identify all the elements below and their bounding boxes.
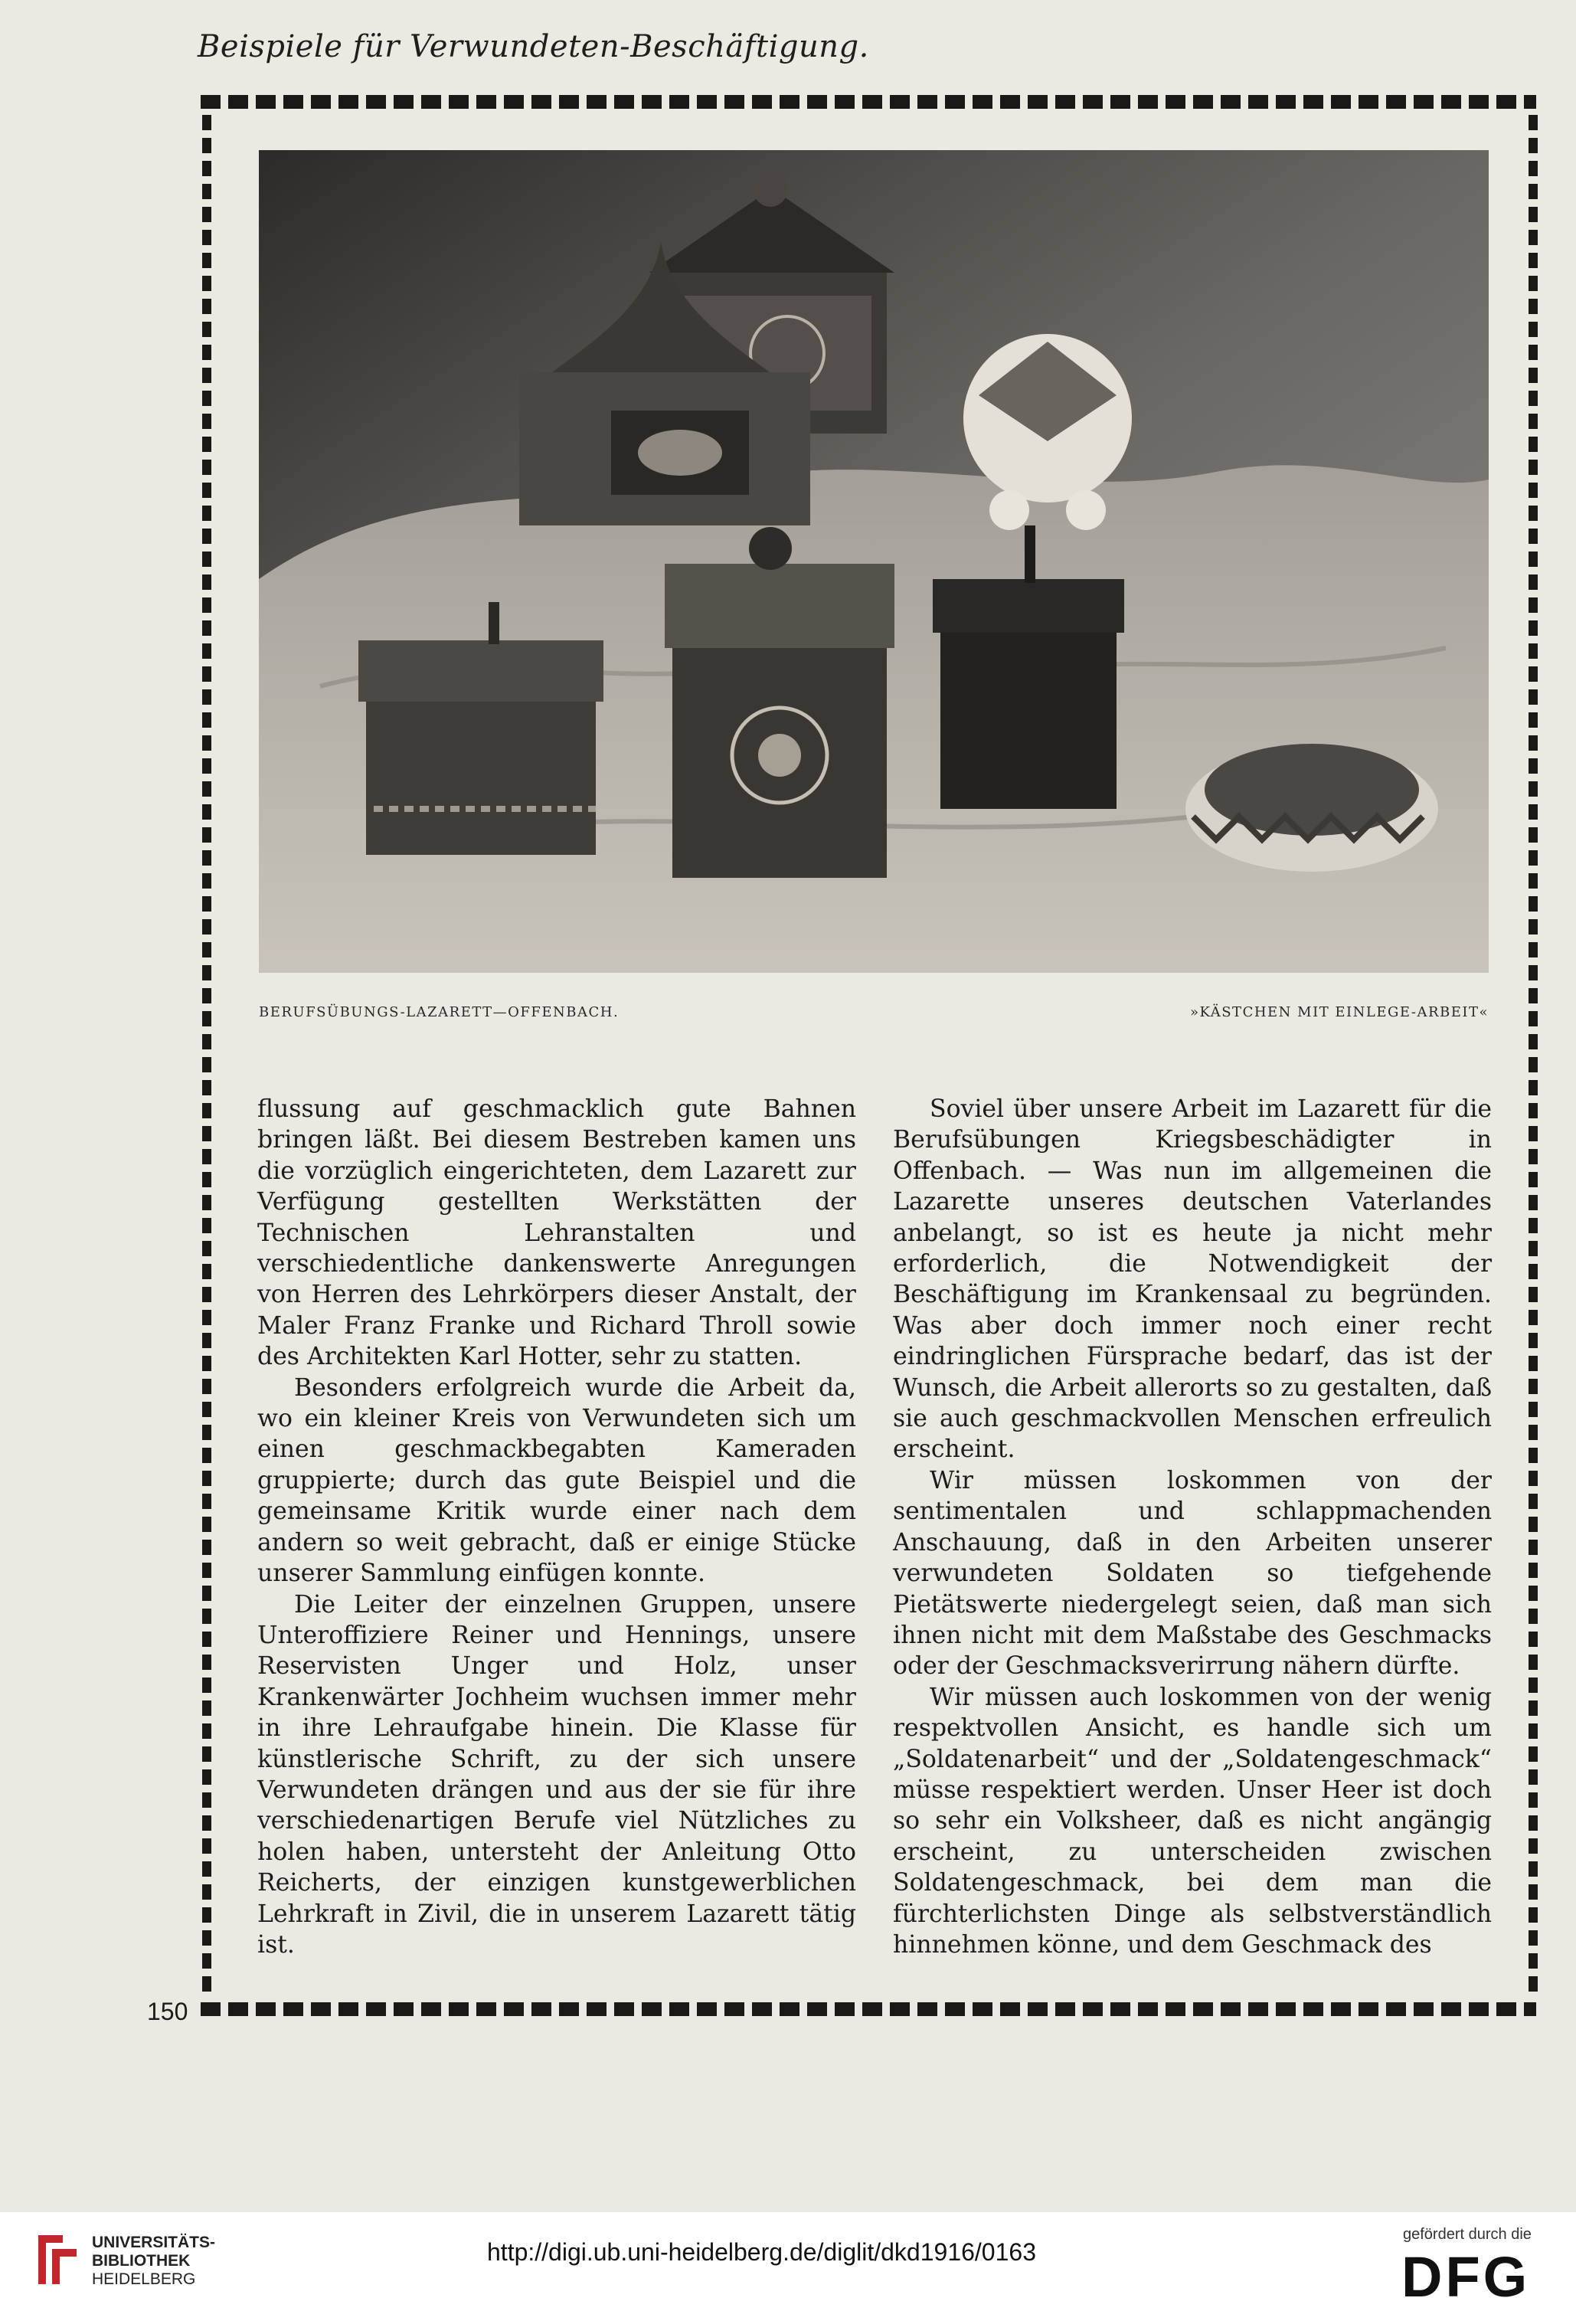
left-paragraph-2: Besonders erfolgreich wurde die Arbeit da, wo ein kleiner Kreis von Verwundeten sich um einen geschmackbegabten Kameraden gruppierte; durch das gute Beispiel und die gemeinsame Kritik wurde einer nach dem andern so weit gebracht, daß er einige Stücke unserer Sammlung einfügen konnte. xyxy=(257,1373,856,1588)
right-paragraph-1: Soviel über unsere Arbeit im Lazarett für die Berufsübungen Kriegsbeschädigter in Offenbach. — Was nun im allgemeinen die Lazarette unseres deutschen Vaterlandes anbelangt, so ist es heute ja nicht mehr erforderlich, die Notwendigkeit der Beschäftigung im Krankensaal zu begründen. Was aber doch immer noch einer recht eindringlichen Fürsprache bedarf, das ist der Wunsch, die Arbeit allerorts so zu gestalten, daß sie auch geschmackvollen Menschen erfreulich erscheint. xyxy=(893,1095,1492,1464)
running-head: Beispiele für Verwundeten-Beschäftigung. xyxy=(198,29,869,64)
frame-bottom-border xyxy=(201,2002,1536,2016)
photo-caption-left: BERUFSÜBUNGS-LAZARETT—OFFENBACH. xyxy=(259,1004,620,1020)
library-name xyxy=(92,2234,215,2289)
library-line-3: HEIDELBERG xyxy=(92,2270,196,2288)
frame-right-border xyxy=(1529,115,1538,1992)
university-library-logo-icon xyxy=(32,2227,81,2292)
frame-left-border xyxy=(202,115,211,1992)
right-text-column xyxy=(893,1094,1492,1960)
left-paragraph-1: flussung auf geschmacklich gute Bahnen bringen läßt. Bei diesem Bestreben kamen uns die vorzüglich eingerichteten, dem Lazarett zur Verfügung gestellten Werkstätten der Technischen Lehranstalten und verschiedentliche dankenswerte Anregungen von Herren des Lehrkörpers dieser Anstalt, der Maler Franz Franke und Richard Throll sowie des Architekten Karl Hotter, sehr zu statten. xyxy=(257,1095,856,1371)
page-number: 150 xyxy=(147,1998,188,2025)
left-text-column xyxy=(257,1094,856,1960)
dfg-logo: DFG xyxy=(1401,2245,1531,2309)
photo-illustration xyxy=(259,150,1489,973)
library-line-1: UNIVERSITÄTS- xyxy=(92,2234,216,2251)
photograph-boxes xyxy=(259,150,1489,973)
frame-top-border xyxy=(201,95,1536,109)
source-url-link[interactable]: http://digi.ub.uni-heidelberg.de/diglit/dkd1916/0163 xyxy=(487,2238,1036,2266)
photo-caption-right: »KÄSTCHEN MIT EINLEGE-ARBEIT« xyxy=(1190,1004,1489,1020)
digitization-footer xyxy=(0,2212,1576,2324)
center-box-with-rosette xyxy=(665,527,894,878)
right-paragraph-3: Wir müssen auch loskommen von der wenig respektvollen Ansicht, es handle sich um „Soldatenarbeit“ und der „Soldatengeschmack“ müsse respektiert werden. Unser Heer ist doch so sehr ein Volksheer, daß es nicht angängig erscheint, zu unterscheiden zwischen Soldatengeschmack, bei dem man die fürchterlichsten Dinge als selbstverständlich hinnehmen könne, und dem Geschmack des xyxy=(893,1683,1492,1959)
right-paragraph-2: Wir müssen loskommen von der sentimentalen und schlappmachenden Anschauung, daß in den Arbeiten unserer verwundeten Soldaten so tiefgehende Pietätswerte niedergelegt seien, daß man sich ihnen nicht mit dem Maßstabe des Geschmacks oder der Geschmacksverirrung nähern dürfte. xyxy=(893,1466,1492,1681)
library-line-2: BIBLIOTHEK xyxy=(92,2252,191,2270)
left-paragraph-3: Die Leiter der einzelnen Gruppen, unsere Unteroffiziere Reiner und Hennings, unsere Reservisten Unger und Holz, unser Krankenwärter Jochheim wuchsen immer mehr in ihre Lehraufgabe hinein. Die Klasse für künstlerische Schrift, zu der sich unsere Verwundeten drängen und aus der sie für ihre verschiedenartigen Berufe viel Nützliches zu holen haben, untersteht der Anleitung Otto Reicherts, der einzigen kunstgewerblichen Lehrkraft in Zivil, die in unserem Lazarett tätig ist. xyxy=(257,1590,856,1959)
funded-by-label: gefördert durch die xyxy=(1403,2226,1532,2243)
